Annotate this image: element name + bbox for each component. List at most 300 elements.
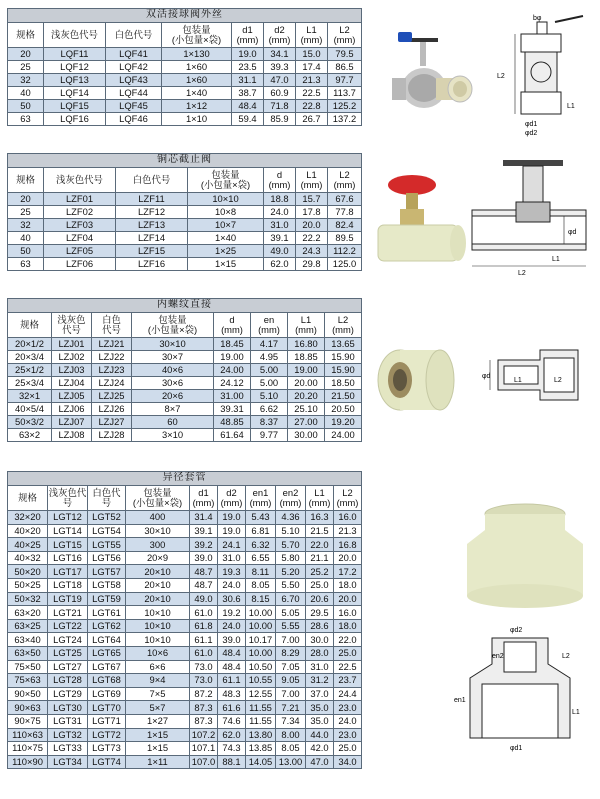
table-row: [8, 633, 362, 647]
table-cell: 7×5: [126, 687, 190, 701]
table-cell: 8×7: [132, 403, 214, 416]
table-cell: 21.3: [296, 74, 328, 87]
column-header: L1 (mm): [288, 313, 325, 338]
adapter-drawing: [480, 330, 590, 420]
table-cell: 6×6: [126, 660, 190, 674]
table-cell: 1×15: [188, 258, 264, 271]
table-cell: 71.8: [264, 100, 296, 113]
table-cell: 40×6: [132, 364, 214, 377]
reducer-drawing: [448, 618, 593, 753]
table-cell: 63: [8, 258, 44, 271]
table-cell: 13.00: [276, 755, 306, 769]
table-cell: 63×20: [8, 606, 48, 620]
table-cell: 22.5: [296, 87, 328, 100]
table-cell: 10.50: [246, 660, 276, 674]
table-cell: LQF43: [106, 74, 162, 87]
table-cell: 30×10: [126, 524, 190, 538]
table-cell: LQF41: [106, 48, 162, 61]
table-cell: 1×27: [126, 714, 190, 728]
table-cell: LGT73: [88, 742, 126, 756]
table-cell: 50: [8, 100, 44, 113]
table-cell: 8.37: [251, 416, 288, 429]
table-cell: LZJ27: [92, 416, 132, 429]
table-cell: LGT54: [88, 524, 126, 538]
table-cell: 10×10: [126, 619, 190, 633]
table-cell: 37.0: [306, 687, 334, 701]
table-cell: 24.0: [218, 578, 246, 592]
section-ball-valve: [7, 8, 361, 126]
table-cell: LZJ06: [52, 403, 92, 416]
table-cell: LZF03: [44, 219, 116, 232]
table-cell: 86.5: [328, 61, 362, 74]
table-cell: 25: [8, 61, 44, 74]
table-cell: 1×40: [162, 87, 232, 100]
table-cell: 39.31: [214, 403, 251, 416]
table-cell: 38.7: [232, 87, 264, 100]
table-cell: 35.0: [306, 714, 334, 728]
table-cell: LGT72: [88, 728, 126, 742]
table-row: [8, 232, 362, 245]
table-cell: 31.0: [306, 660, 334, 674]
table-cell: 11.55: [246, 701, 276, 715]
table-cell: 3×10: [132, 429, 214, 442]
table-cell: 25×3/4: [8, 377, 52, 390]
table-cell: 40×25: [8, 538, 48, 552]
label-d1: φd1: [510, 745, 523, 752]
table-cell: LGT59: [88, 592, 126, 606]
table-cell: 7.21: [276, 701, 306, 715]
table-cell: 5×7: [126, 701, 190, 715]
table-cell: 30×6: [132, 377, 214, 390]
table-cell: LGT14: [48, 524, 88, 538]
table-cell: 125.2: [328, 100, 362, 113]
table-cell: LQF14: [44, 87, 106, 100]
table-cell: 107.2: [190, 728, 218, 742]
table-cell: 50: [8, 245, 44, 258]
table-cell: LZF04: [44, 232, 116, 245]
label-d: φd: [482, 373, 491, 380]
table-cell: 19.0: [218, 511, 246, 525]
table-cell: 39.3: [264, 61, 296, 74]
label-en1: en1: [454, 697, 466, 704]
table-cell: 44.0: [306, 728, 334, 742]
table-cell: 30.00: [288, 429, 325, 442]
table-cell: LGT68: [88, 674, 126, 688]
table-cell: 5.00: [251, 364, 288, 377]
table-row: [8, 565, 362, 579]
table-cell: LGT22: [48, 619, 88, 633]
section-stop-valve: [7, 153, 361, 271]
section-reducer: [7, 471, 361, 769]
table-cell: 24.00: [325, 429, 362, 442]
table-cell: 97.7: [328, 74, 362, 87]
column-header: d (mm): [264, 168, 296, 193]
table-row: [8, 551, 362, 565]
label-l2: L2: [518, 270, 526, 277]
table-cell: 74.3: [218, 742, 246, 756]
label-l2: L2: [562, 653, 570, 660]
table-cell: 48.85: [214, 416, 251, 429]
table-cell: 24.12: [214, 377, 251, 390]
table-cell: 62.0: [264, 258, 296, 271]
table-cell: 1×15: [126, 728, 190, 742]
table-cell: LZF14: [116, 232, 188, 245]
table-cell: 10×7: [188, 219, 264, 232]
table-cell: 59.4: [232, 113, 264, 126]
table-row: [8, 403, 362, 416]
table-cell: 16.8: [334, 538, 362, 552]
label-d1: φd1: [525, 121, 538, 128]
table-cell: 13.85: [246, 742, 276, 756]
table-cell: 50×3/2: [8, 416, 52, 429]
table-cell: 20×9: [126, 551, 190, 565]
table-cell: 39.1: [264, 232, 296, 245]
table-cell: 11.55: [246, 714, 276, 728]
table-cell: 63: [8, 113, 44, 126]
table-cell: 1×25: [188, 245, 264, 258]
table-cell: 23.0: [334, 701, 362, 715]
column-header: 规格: [8, 23, 44, 48]
table-cell: 26.7: [296, 113, 328, 126]
table-cell: 110×90: [8, 755, 48, 769]
table-row: [8, 219, 362, 232]
table-row: [8, 351, 362, 364]
table-cell: LGT15: [48, 538, 88, 552]
table-cell: 31.0: [218, 551, 246, 565]
spec-table: [7, 471, 362, 769]
table-cell: LGT33: [48, 742, 88, 756]
table-cell: 49.0: [264, 245, 296, 258]
table-cell: 47.0: [264, 74, 296, 87]
table-cell: 18.0: [334, 619, 362, 633]
column-header: d1 (mm): [232, 23, 264, 48]
table-cell: 19.0: [232, 48, 264, 61]
column-header: 浅灰色代号: [48, 486, 88, 511]
table-cell: LZF12: [116, 206, 188, 219]
table-cell: 50×20: [8, 565, 48, 579]
table-row: [8, 245, 362, 258]
table-cell: 30.6: [218, 592, 246, 606]
table-cell: 8.15: [246, 592, 276, 606]
table-cell: 20.20: [288, 390, 325, 403]
table-cell: 48.4: [232, 100, 264, 113]
table-cell: LGT27: [48, 660, 88, 674]
table-cell: LQF44: [106, 87, 162, 100]
table-cell: 60.9: [264, 87, 296, 100]
table-cell: 19.2: [218, 606, 246, 620]
table-row: [8, 429, 362, 442]
table-row: [8, 258, 362, 271]
ball-valve-photo: [380, 18, 490, 138]
table-cell: LGT19: [48, 592, 88, 606]
table-row: [8, 390, 362, 403]
table-row: [8, 338, 362, 351]
table-cell: LZF01: [44, 193, 116, 206]
table-cell: 31.0: [264, 219, 296, 232]
table-row: [8, 742, 362, 756]
table-row: [8, 100, 362, 113]
column-header: en2 (mm): [276, 486, 306, 511]
table-cell: 22.0: [334, 633, 362, 647]
table-cell: 6.81: [246, 524, 276, 538]
table-cell: 19.00: [288, 364, 325, 377]
table-cell: 1×12: [162, 100, 232, 113]
table-cell: 27.00: [288, 416, 325, 429]
table-cell: LZJ26: [92, 403, 132, 416]
column-header: 包装量 (小包量×袋): [126, 486, 190, 511]
column-header: d2 (mm): [218, 486, 246, 511]
table-cell: LZF06: [44, 258, 116, 271]
column-header: d1 (mm): [190, 486, 218, 511]
table-row: [8, 113, 362, 126]
table-cell: 39.0: [190, 551, 218, 565]
table-cell: 112.2: [328, 245, 362, 258]
table-row: [8, 524, 362, 538]
column-header: L1 (mm): [296, 23, 328, 48]
table-cell: 7.00: [276, 687, 306, 701]
label-l1: L1: [572, 709, 580, 716]
table-cell: 31.1: [232, 74, 264, 87]
column-header: d2 (mm): [264, 23, 296, 48]
table-cell: 39.0: [218, 633, 246, 647]
column-header: d (mm): [214, 313, 251, 338]
table-cell: LQF16: [44, 113, 106, 126]
table-row: [8, 687, 362, 701]
column-header: L2 (mm): [334, 486, 362, 511]
table-cell: 28.0: [306, 646, 334, 660]
table-cell: LGT52: [88, 511, 126, 525]
table-cell: 61.1: [190, 633, 218, 647]
table-cell: 63×25: [8, 619, 48, 633]
table-cell: 25.2: [306, 565, 334, 579]
table-cell: LZJ08: [52, 429, 92, 442]
table-cell: 77.8: [328, 206, 362, 219]
column-header: L1 (mm): [296, 168, 328, 193]
table-cell: 21.1: [306, 551, 334, 565]
table-cell: 49.0: [190, 592, 218, 606]
table-cell: 22.2: [296, 232, 328, 245]
table-cell: LZJ02: [52, 351, 92, 364]
table-cell: 24.1: [218, 538, 246, 552]
column-header: 包装量 (小包量×袋): [132, 313, 214, 338]
label-l2: L2: [554, 377, 562, 384]
reducer-photo: [455, 500, 595, 610]
table-cell: 28.6: [306, 619, 334, 633]
table-cell: 18.45: [214, 338, 251, 351]
table-cell: LQF45: [106, 100, 162, 113]
table-cell: LGT34: [48, 755, 88, 769]
table-cell: 39.2: [190, 538, 218, 552]
table-cell: LGT57: [88, 565, 126, 579]
table-cell: 20.6: [306, 592, 334, 606]
table-cell: 10.55: [246, 674, 276, 688]
table-cell: 25: [8, 206, 44, 219]
table-cell: LGT30: [48, 701, 88, 715]
table-row: [8, 364, 362, 377]
table-cell: 82.4: [328, 219, 362, 232]
table-row: [8, 728, 362, 742]
table-cell: LQF13: [44, 74, 106, 87]
table-cell: 39.1: [190, 524, 218, 538]
table-cell: 34.1: [264, 48, 296, 61]
table-row: [8, 206, 362, 219]
table-cell: 62.0: [218, 728, 246, 742]
table-cell: LGT74: [88, 755, 126, 769]
table-cell: 10×10: [126, 633, 190, 647]
stop-valve-photo: [372, 165, 472, 285]
table-row: [8, 416, 362, 429]
table-cell: 31.00: [214, 390, 251, 403]
table-cell: LGT55: [88, 538, 126, 552]
table-row: [8, 377, 362, 390]
table-cell: 8.05: [276, 742, 306, 756]
table-cell: 4.95: [251, 351, 288, 364]
column-header: L2 (mm): [328, 168, 362, 193]
table-cell: 1×60: [162, 61, 232, 74]
table-cell: LZJ23: [92, 364, 132, 377]
table-cell: 5.10: [251, 390, 288, 403]
section-title: 异径套管: [8, 472, 362, 486]
table-cell: 32×20: [8, 511, 48, 525]
table-cell: 20.0: [334, 592, 362, 606]
table-cell: 125.0: [328, 258, 362, 271]
table-row: [8, 48, 362, 61]
table-cell: LZJ28: [92, 429, 132, 442]
table-cell: 17.2: [334, 565, 362, 579]
table-cell: LZJ24: [92, 377, 132, 390]
column-header: 白色代号: [88, 486, 126, 511]
table-cell: 10×8: [188, 206, 264, 219]
table-cell: 24.4: [334, 687, 362, 701]
section-title: 内螺纹直接: [8, 299, 362, 313]
table-cell: 1×60: [162, 74, 232, 87]
column-header: 包装量 (小包量×袋): [162, 23, 232, 48]
table-cell: 107.1: [190, 742, 218, 756]
table-cell: 24.00: [214, 364, 251, 377]
table-cell: 10.00: [246, 619, 276, 633]
column-header: en1 (mm): [246, 486, 276, 511]
table-cell: 20: [8, 193, 44, 206]
table-cell: 50×25: [8, 578, 48, 592]
table-cell: 10.00: [246, 646, 276, 660]
table-cell: 10×10: [188, 193, 264, 206]
table-row: [8, 755, 362, 769]
table-cell: 10.00: [246, 606, 276, 620]
column-header: L2 (mm): [328, 23, 362, 48]
table-cell: LZJ05: [52, 390, 92, 403]
table-cell: 24.0: [218, 619, 246, 633]
table-cell: 18.50: [325, 377, 362, 390]
table-cell: 6.55: [246, 551, 276, 565]
table-cell: 5.80: [276, 551, 306, 565]
adapter-photo: [372, 340, 462, 420]
table-cell: LGT65: [88, 646, 126, 660]
table-cell: LGT16: [48, 551, 88, 565]
column-header: 浅灰色代号: [44, 23, 106, 48]
table-cell: 5.10: [276, 524, 306, 538]
label-l1: L1: [514, 377, 522, 384]
table-cell: 29.8: [296, 258, 328, 271]
table-cell: LZF15: [116, 245, 188, 258]
label-l2: L2: [497, 73, 505, 80]
table-cell: 22.0: [306, 538, 334, 552]
table-cell: 9×4: [126, 674, 190, 688]
table-cell: 13.65: [325, 338, 362, 351]
table-cell: 7.05: [276, 660, 306, 674]
table-row: [8, 74, 362, 87]
table-cell: 1×11: [126, 755, 190, 769]
label-b: bφ: [533, 15, 542, 22]
table-cell: 15.0: [296, 48, 328, 61]
table-cell: LZF11: [116, 193, 188, 206]
stop-valve-drawing: [468, 158, 593, 283]
table-cell: 25×1/2: [8, 364, 52, 377]
table-cell: LGT21: [48, 606, 88, 620]
table-cell: 20×10: [126, 592, 190, 606]
table-cell: 7.34: [276, 714, 306, 728]
table-cell: 15.90: [325, 364, 362, 377]
table-cell: 10×10: [126, 606, 190, 620]
table-cell: LGT18: [48, 578, 88, 592]
table-cell: 21.50: [325, 390, 362, 403]
table-cell: 9.77: [251, 429, 288, 442]
column-header: 白色代号: [116, 168, 188, 193]
table-cell: 89.5: [328, 232, 362, 245]
table-cell: 5.00: [251, 377, 288, 390]
table-cell: 35.0: [306, 701, 334, 715]
table-cell: 14.05: [246, 755, 276, 769]
column-header: 规格: [8, 313, 52, 338]
table-cell: 8.00: [276, 728, 306, 742]
table-cell: 30.0: [306, 633, 334, 647]
table-cell: 25.0: [334, 646, 362, 660]
table-cell: 20.00: [288, 377, 325, 390]
table-cell: 6.70: [276, 592, 306, 606]
table-cell: 42.0: [306, 742, 334, 756]
label-d2: φd2: [510, 627, 523, 634]
table-cell: 74.6: [218, 714, 246, 728]
table-cell: LZJ03: [52, 364, 92, 377]
table-cell: 20.50: [325, 403, 362, 416]
table-cell: LZF16: [116, 258, 188, 271]
table-row: [8, 606, 362, 620]
table-cell: LZF13: [116, 219, 188, 232]
spec-table: [7, 298, 362, 442]
column-header: 白色 代号: [92, 313, 132, 338]
table-cell: 9.05: [276, 674, 306, 688]
table-cell: 22.8: [296, 100, 328, 113]
table-cell: LZJ21: [92, 338, 132, 351]
table-cell: 20.0: [334, 551, 362, 565]
table-cell: 10.17: [246, 633, 276, 647]
table-cell: LGT24: [48, 633, 88, 647]
table-cell: LGT12: [48, 511, 88, 525]
table-cell: 8.11: [246, 565, 276, 579]
table-cell: 300: [126, 538, 190, 552]
table-cell: LGT71: [88, 714, 126, 728]
table-cell: 4.17: [251, 338, 288, 351]
table-cell: 12.55: [246, 687, 276, 701]
table-row: [8, 646, 362, 660]
table-cell: 40×5/4: [8, 403, 52, 416]
table-cell: 87.3: [190, 701, 218, 715]
table-cell: LQF12: [44, 61, 106, 74]
table-cell: LGT70: [88, 701, 126, 715]
table-cell: 16.3: [306, 511, 334, 525]
table-cell: 88.1: [218, 755, 246, 769]
table-row: [8, 674, 362, 688]
table-cell: 63×40: [8, 633, 48, 647]
